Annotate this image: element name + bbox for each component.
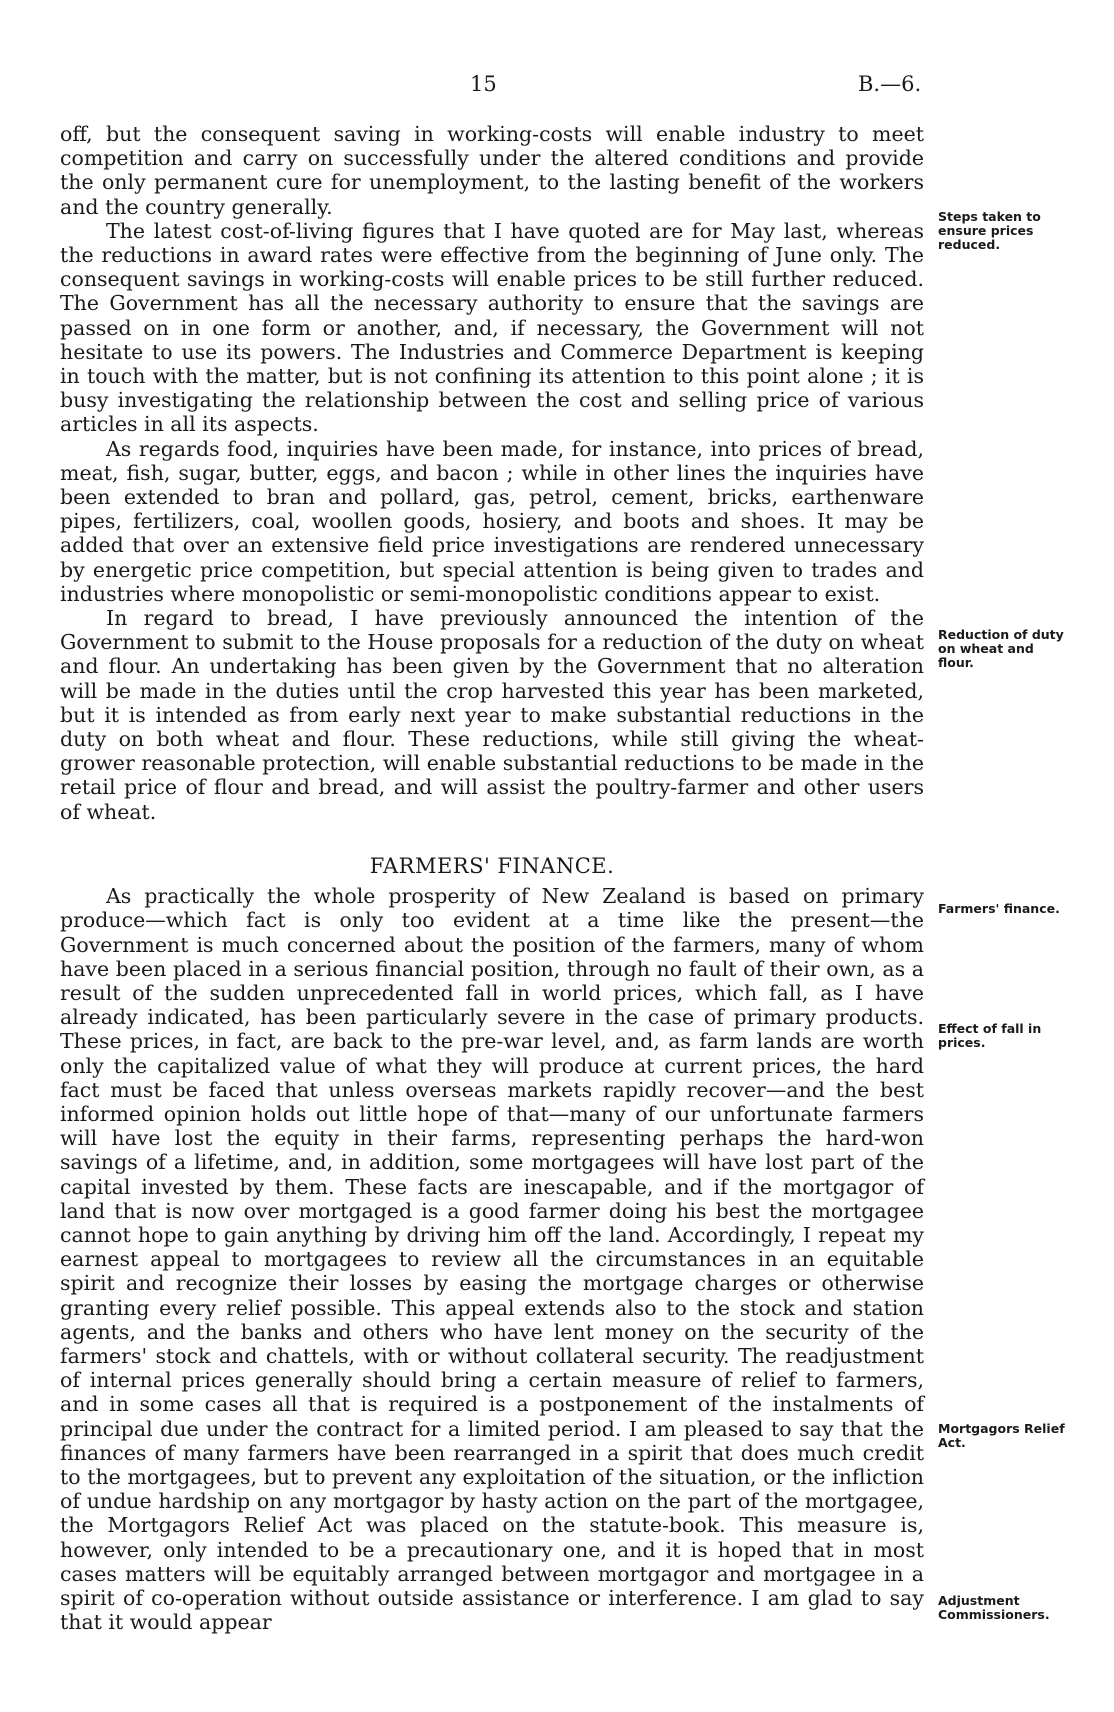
margin-note-mortgagors-relief: Mortgagors Relief Act. bbox=[938, 1421, 1065, 1450]
margin-note-reduction-duty: Reduction of duty on wheat and flour. bbox=[938, 627, 1064, 670]
paragraph-cost-of-living: The latest cost-of-living figures that I have quoted are for May last, whereas the reductions in award rates were effective from the beginning of June only. The consequent savings in working-costs will enable prices to be still further reduced. The Government has all the necessary authority to ensure that the savings are passed on in one form or another, and, if necessary, the Government will not hesitate to use its powers. The Industries and Commerce Department is keeping in touch with the matter, but is not confining its attention to this point alone ; it is busy investigating the relationship between the cost and selling price of various articles in all its aspects. bbox=[60, 218, 924, 437]
margin-note-farmers-finance: Farmers' finance. bbox=[938, 901, 1060, 916]
document-reference: B.—6. bbox=[858, 72, 922, 96]
margin-note-adjustment-commissioners: Adjustment Commissioners. bbox=[938, 1593, 1050, 1622]
paragraph-farmers-finance: As practically the whole prosperity of New Zealand is based on primary produce—which fact is only too evident at a time like the present—the Government is much concerned about the position of the farmers, many of whom have been placed in a serious financial position, through no fault of their own, as a result of the sudden unprecedented fall in world prices, which fall, as I have already indicated, has been particularly severe in the case of primary products. These prices, in fact, are back to the pre-war level, and, as farm lands are worth only the capitalized value of what they will produce at current prices, the hard fact must be faced that unless overseas markets rapidly recover—and the best informed opinion holds out little hope of that—many of our unfortunate farmers will have lost the equity in their farms, representing perhaps the hard-won savings of a lifetime, and, in addition, some mortgagees will have lost part of the capital invested by them. These facts are inescapable, and if the mortgagor of land that is now over mortgaged is a good farmer doing his best the mortgagee cannot hope to gain anything by driving him off the land. Accordingly, I repeat my earnest appeal to mortgagees to review all the circumstances in an equitable spirit and recognize their losses by easing the mortgage charges or otherwise granting every relief possible. This appeal extends also to the stock and station agents, and the banks and others who have lent money on the security of the farmers' stock and chattels, with or without collateral security. The readjustment of internal prices generally should bring a certain measure of relief to farmers, and in some cases all that is required is a postponement of the instalments of principal due under the contract for a limited period. I am pleased to say that the finances of many farmers have been rearranged in a spirit that does much credit to the mortgagees, but to prevent any exploitation of the situation, or the infliction of undue hardship on any mortgagor by hasty action on the part of the mortgagee, the Mortgagors Relief Act was placed on the statute-book. This measure is, however, only intended to be a precautionary one, and it is hoped that in most cases matters will be equitably arranged between mortgagor and mortgagee in a spirit of co-operation without outside assistance or interference. I am glad to say that it would appear bbox=[60, 884, 924, 1635]
margin-note-effect-fall: Effect of fall in prices. bbox=[938, 1021, 1042, 1050]
body-text bbox=[60, 122, 924, 1634]
margin-note-steps-taken: Steps taken to ensure prices reduced. bbox=[938, 209, 1041, 252]
paragraph-bread-duty: In regard to bread, I have previously announced the intention of the Government to submit to the House proposals for a reduction of the duty on wheat and flour. An undertaking has been given by the Government that no alteration will be made in the duties until the crop harvested this year has been marketed, but it is intended as from early next year to make substantial reductions in the duty on both wheat and flour. These reductions, while still giving the wheat-grower reasonable protection, will enable substantial reductions to be made in the retail price of flour and bread, and will assist the poultry-farmer and other users of wheat. bbox=[60, 606, 924, 824]
paragraph-continuation: off, but the consequent saving in working-costs will enable industry to meet competition and carry on successfully under the altered conditions and provide the only permanent cure for unemployment, to the lasting benefit of the workers and the country generally. bbox=[60, 122, 924, 219]
section-heading-farmers-finance: FARMERS' FINANCE. bbox=[369, 853, 615, 878]
page-number: 15 bbox=[470, 72, 497, 96]
paragraph-food-inquiries: As regards food, inquiries have been made, for instance, into prices of bread, meat, fish, sugar, butter, eggs, and bacon ; while in other lines the inquiries have been extended to bran and pollard, gas, petrol, cement, bricks, earthenware pipes, fertilizers, coal, woollen goods, hosiery, and boots and shoes. It may be added that over an extensive field price investigations are rendered unnecessary by energetic price competition, but special attention is being given to trades and industries where monopolistic or semi-monopolistic conditions appear to exist. bbox=[60, 436, 924, 606]
